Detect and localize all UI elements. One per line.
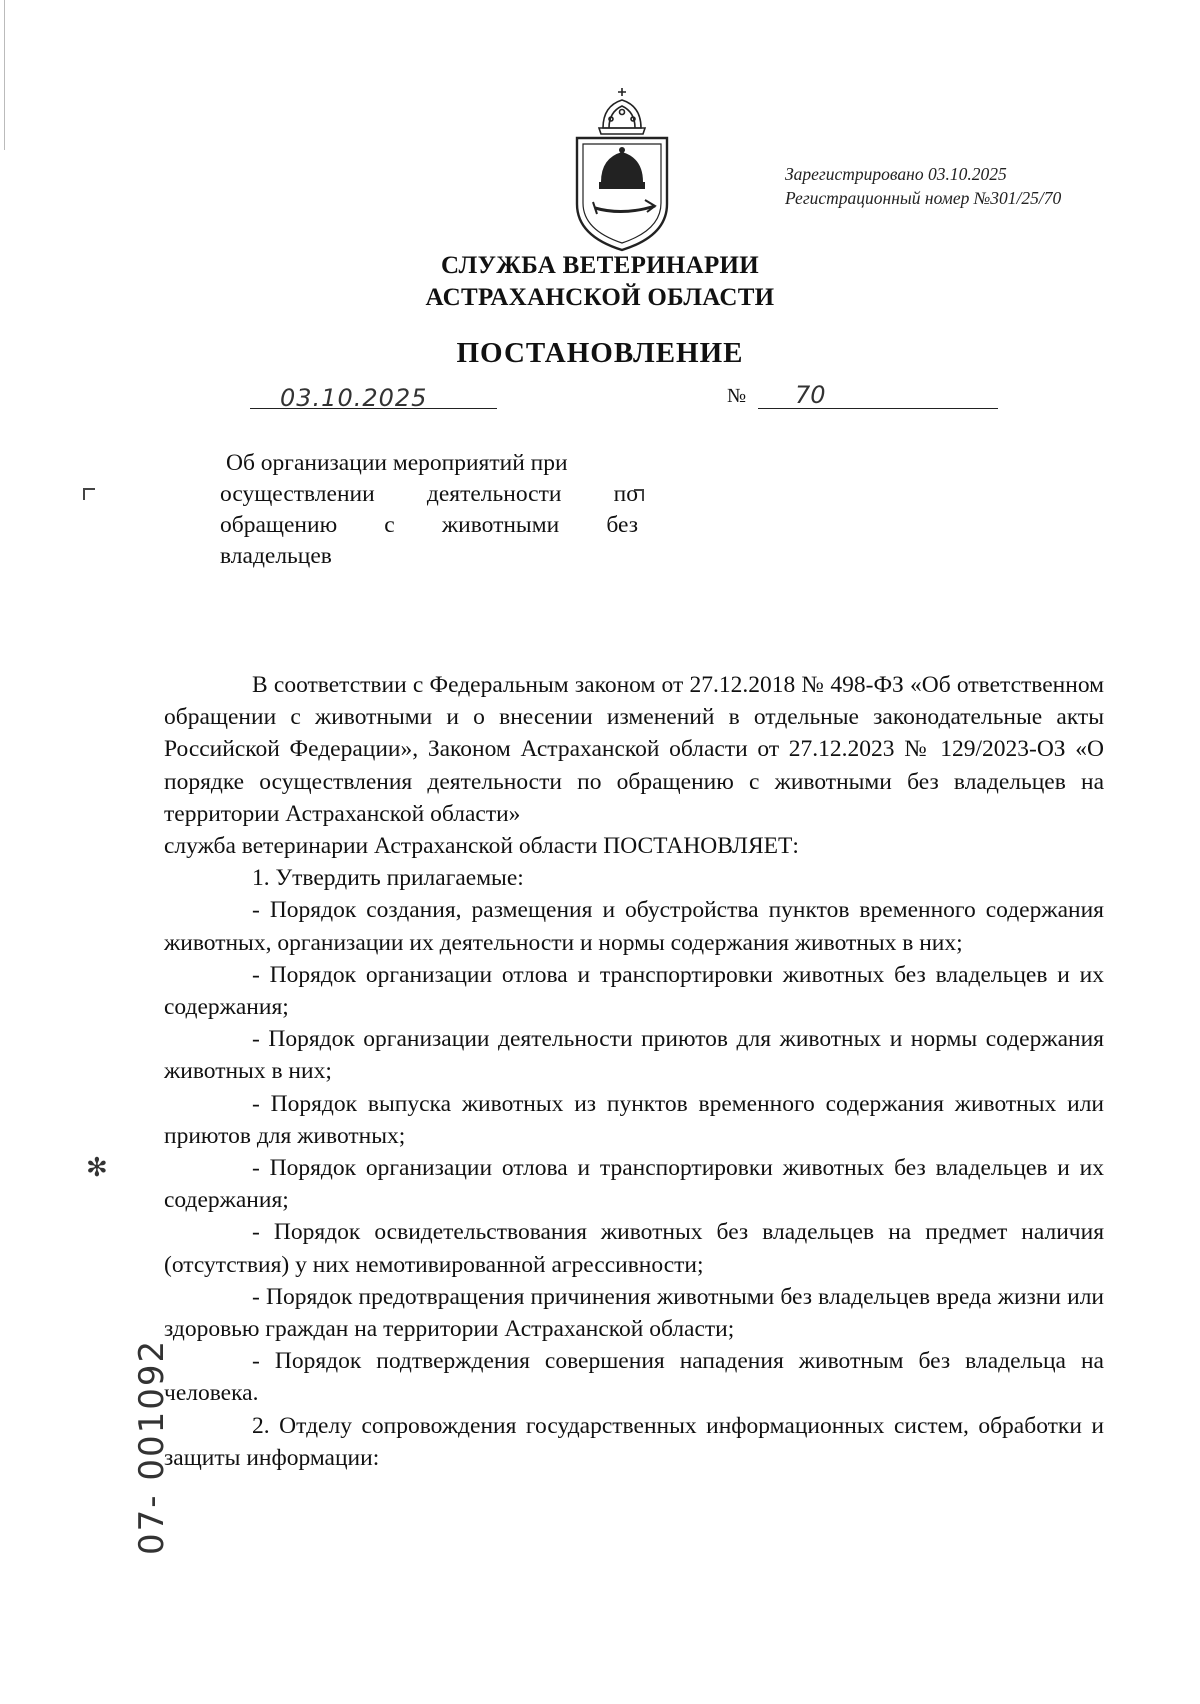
scan-edge-line: [4, 0, 5, 150]
document-subject: [220, 448, 638, 572]
document-body: [164, 669, 1104, 1474]
subject-line-3: обращению с животными без: [220, 512, 638, 538]
decree-line: служба ветеринарии Астраханской области ПОСТАНОВЛЯЕТ:: [164, 833, 799, 860]
document-type-title: ПОСТАНОВЛЕНИЕ: [456, 337, 744, 369]
registration-note: [785, 162, 1061, 210]
approved-item: - Порядок выпуска животных из пунктов временного содержания животных или приютов для животных;: [164, 1090, 1104, 1149]
date-underline: [250, 408, 497, 409]
approved-item: - Порядок организации деятельности приютов для животных и нормы содержания животных в них;: [164, 1026, 1104, 1085]
subject-line-1: Об организации мероприятий при: [226, 450, 568, 476]
margin-star-mark: ✻: [86, 1153, 108, 1182]
approved-item: - Порядок организации отлова и транспортировки животных без владельцев и их содержания;: [164, 961, 1104, 1021]
handwritten-date: 03.10.2025: [280, 384, 428, 412]
subject-bracket-left: [83, 488, 95, 500]
approved-item: - Порядок освидетельствования животных без владельцев на предмет наличия (отсутствия) у них немотивированной агрессивности;: [164, 1219, 1104, 1278]
organization-line-1: СЛУЖБА ВЕТЕРИНАРИИ: [440, 252, 760, 279]
approved-item: - Порядок предотвращения причинения животными без владельцев вреда жизни или здоровью граждан на территории Астраханской области;: [164, 1283, 1104, 1343]
organization-line-2: АСТРАХАНСКОЙ ОБЛАСТИ: [425, 284, 775, 311]
approved-item: - Порядок организации отлова и транспортировки животных без владельцев и их содержания;: [164, 1155, 1104, 1214]
handwritten-number: 70: [795, 381, 826, 409]
point-1: 1. Утвердить прилагаемые:: [252, 865, 524, 892]
subject-line-4: владельцев: [220, 543, 332, 569]
preamble-paragraph: В соответствии с Федеральным законом от 27.12.2018 № 498-ФЗ «Об ответственном обращении с животными и о внесении изменений в отдельные законодательные акты Российской Федерации», Законом Астраханской области от 27.12.2023 № 129/2023-ОЗ «О порядке осуществления деятельности по обращению с животными без владельцев на территории Астраханской области»: [164, 672, 1104, 827]
subject-line-2: осуществлении деятельности по: [220, 481, 638, 507]
approved-item: - Порядок создания, размещения и обустройства пунктов временного содержания животных, организации их деятельности и нормы содержания животных в них;: [164, 897, 1104, 956]
side-stamp-number: 07- 001092: [132, 1338, 172, 1555]
coat-of-arms-emblem: [563, 84, 681, 254]
approved-item: - Порядок подтверждения совершения нападения животным без владельца на человека.: [164, 1348, 1104, 1407]
registration-date: Зарегистрировано 03.10.2025: [785, 164, 1007, 184]
organization-name: [360, 250, 840, 314]
registration-number: Регистрационный номер №301/25/70: [785, 188, 1062, 208]
point-2: 2. Отделу сопровождения государственных информационных систем, обработки и защиты информации:: [164, 1412, 1104, 1471]
number-underline: [758, 408, 998, 409]
number-sign: №: [727, 385, 747, 407]
